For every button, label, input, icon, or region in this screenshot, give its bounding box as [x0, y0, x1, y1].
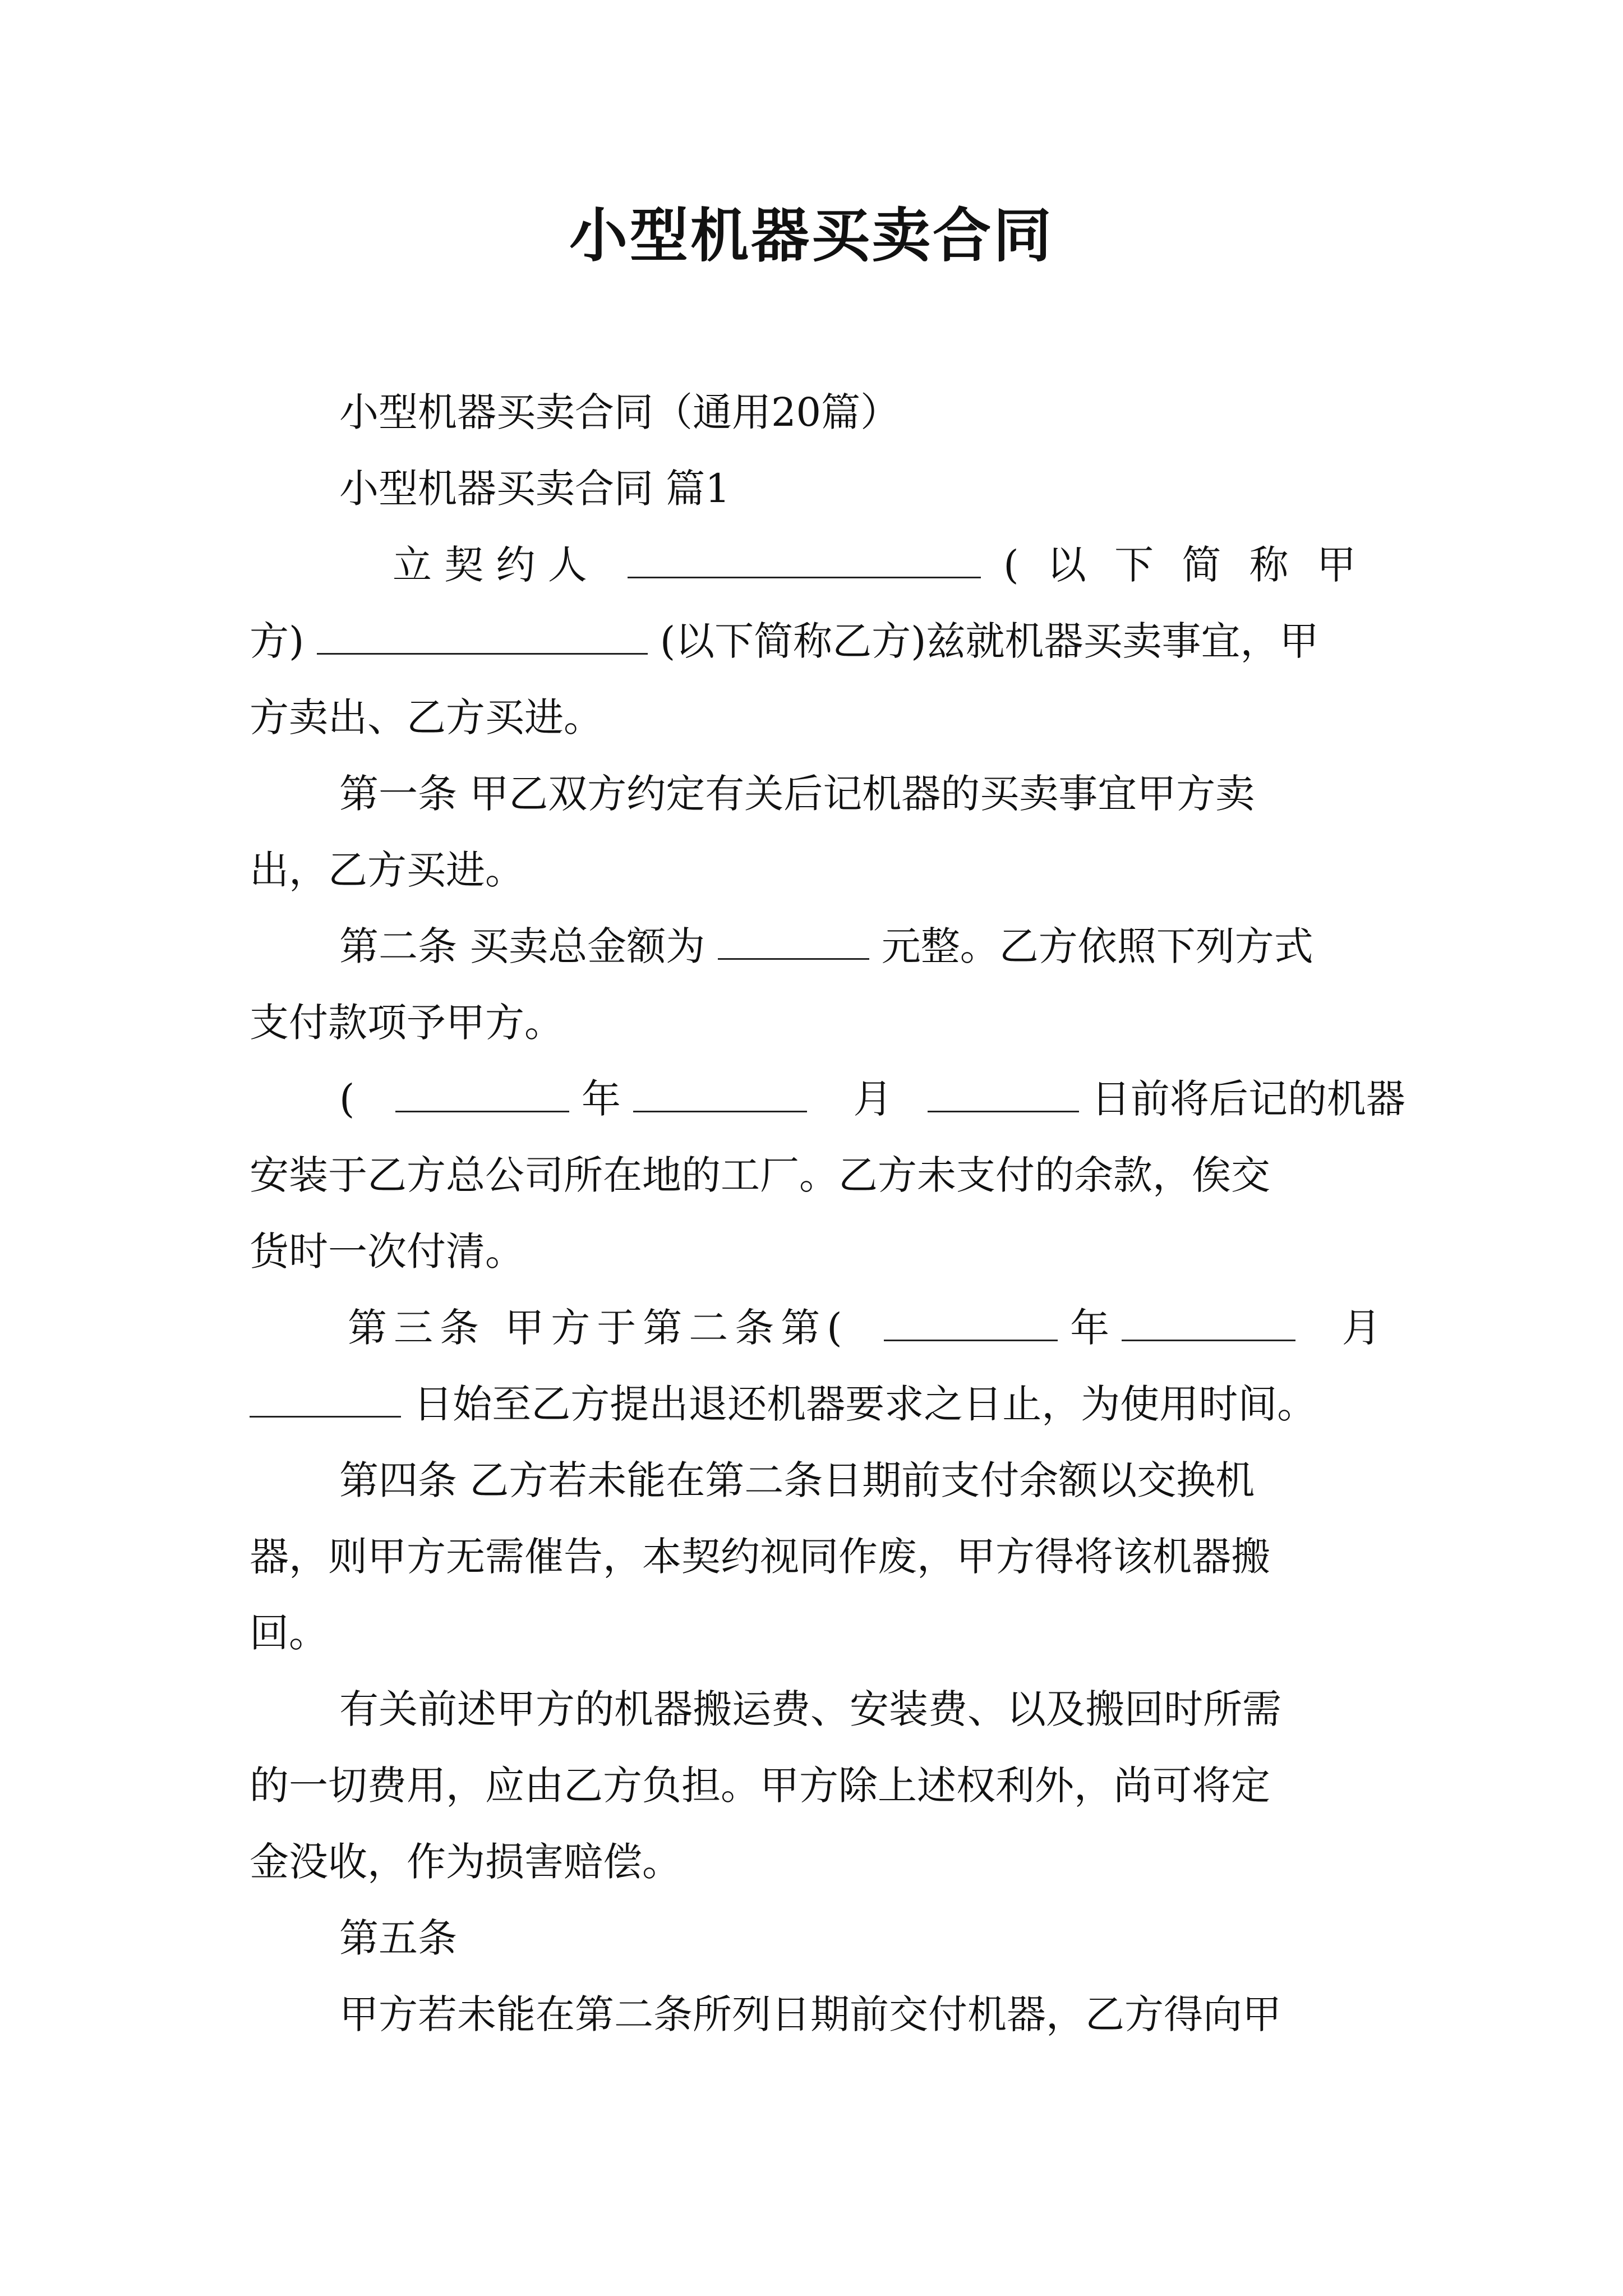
paragraph-line: 回。: [250, 1610, 328, 1656]
section-heading: 小型机器买卖合同 篇1: [339, 466, 730, 512]
paragraph-line: 有关前述甲方的机器搬运费、安装费、以及搬回时所需: [339, 1686, 1281, 1732]
text-fragment: 月: [1341, 1305, 1381, 1351]
text-fragment: 年: [581, 1076, 621, 1122]
paragraph-line: 支付款项予甲方。: [250, 1000, 564, 1046]
paragraph-line: 货时一次付清。: [250, 1228, 524, 1274]
paragraph-line: 第四条 乙方若未能在第二条日期前支付余额以交换机: [339, 1457, 1255, 1503]
text-fragment: ( 以 下 简 称 甲: [1003, 542, 1364, 588]
paragraph-line: 器，则甲方无需催告，本契约视同作废，甲方得将该机器搬: [250, 1534, 1270, 1580]
paragraph-line: [339, 1074, 1405, 1124]
text-fragment: 日前将后记的机器: [1091, 1076, 1405, 1122]
text-fragment: 立 契 约 人: [393, 542, 587, 588]
text-fragment: 元整。乙方依照下列方式: [881, 923, 1313, 969]
text-fragment: 第三条 甲方于第二条第(: [348, 1305, 849, 1351]
text-fragment: (: [339, 1076, 355, 1122]
paragraph-line: [250, 1379, 1394, 1429]
paragraph-line: [250, 616, 1394, 666]
text-fragment: 月: [853, 1076, 893, 1122]
paragraph-line: [393, 540, 1394, 590]
paragraph-line: 金没收，作为损害赔偿。: [250, 1839, 681, 1885]
paragraph-line: 甲方若未能在第二条所列日期前交付机器，乙方得向甲: [339, 1991, 1281, 2037]
blank-field: [1122, 1305, 1295, 1341]
blank-field: [718, 923, 869, 960]
blank-field: [884, 1305, 1058, 1341]
blank-field: [633, 1076, 807, 1112]
document-subtitle: 小型机器买卖合同（通用20篇）: [339, 389, 900, 435]
paragraph-line: 出，乙方买进。: [250, 847, 524, 893]
paragraph-line: [348, 1303, 1394, 1353]
text-fragment: 年: [1070, 1305, 1110, 1351]
text-fragment: (以下简称乙方)兹就机器买卖事宜，甲: [660, 618, 1319, 664]
blank-field: [250, 1381, 401, 1418]
blank-field: [928, 1076, 1079, 1112]
text-fragment: 第二条 买卖总金额为: [339, 923, 706, 969]
paragraph-line: 的一切费用，应由乙方负担。甲方除上述权利外，尚可将定: [250, 1763, 1270, 1809]
document-title: 小型机器买卖合同: [569, 201, 1054, 270]
paragraph-line: 第五条: [339, 1915, 457, 1961]
paragraph-line: 方卖出、乙方买进。: [250, 694, 603, 740]
blank-field: [628, 542, 981, 578]
blank-field: [317, 618, 648, 655]
text-fragment: 日始至乙方提出退还机器要求之日止，为使用时间。: [413, 1381, 1317, 1427]
text-fragment: 方): [250, 618, 305, 664]
paragraph-line: [339, 921, 1394, 972]
paragraph-line: 安装于乙方总公司所在地的工厂。乙方未支付的余款，俟交: [250, 1152, 1270, 1198]
paragraph-line: 第一条 甲乙双方约定有关后记机器的买卖事宜甲方卖: [339, 771, 1255, 817]
blank-field: [395, 1076, 569, 1112]
